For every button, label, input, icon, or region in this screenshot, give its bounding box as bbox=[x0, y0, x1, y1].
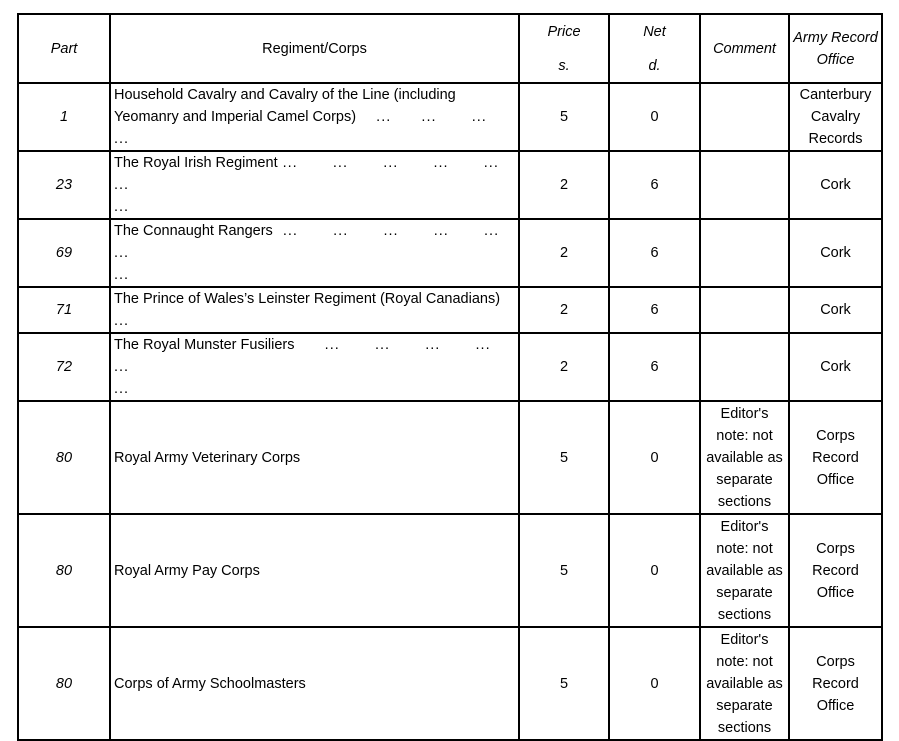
cell-regiment bbox=[110, 287, 519, 333]
regiment-name: Household Cavalry and Cavalry of the Line (including Yeomanry and Imperial Camel Corps) bbox=[114, 87, 460, 125]
cell-comment bbox=[700, 333, 789, 401]
cell-regiment bbox=[110, 514, 519, 627]
cell-shillings: 2 bbox=[519, 333, 609, 401]
cell-regiment bbox=[110, 83, 522, 151]
header-part: Part bbox=[18, 14, 110, 83]
cell-comment: Editor's note: not available as separate sections bbox=[700, 401, 789, 514]
cell-part: 23 bbox=[18, 151, 110, 219]
cell-pence: 0 bbox=[609, 401, 700, 514]
regiment-price-table bbox=[17, 13, 883, 741]
cell-part: 71 bbox=[18, 287, 110, 333]
cell-office: Cork bbox=[789, 287, 882, 333]
cell-comment: Editor's note: not available as separate sections bbox=[700, 514, 789, 627]
table-row bbox=[18, 333, 882, 401]
cell-pence: 6 bbox=[609, 333, 700, 401]
cell-comment bbox=[700, 287, 789, 333]
cell-shillings: 5 bbox=[519, 514, 609, 627]
cell-pence: 0 bbox=[609, 514, 700, 627]
header-price bbox=[519, 14, 609, 83]
cell-shillings: 5 bbox=[519, 401, 609, 514]
leader-dots: ... ... ... ... bbox=[114, 109, 522, 147]
cell-part: 80 bbox=[18, 514, 110, 627]
cell-comment bbox=[700, 83, 789, 151]
table-row bbox=[18, 514, 882, 627]
header-net bbox=[609, 14, 700, 83]
regiment-name: The Royal Irish Regiment bbox=[114, 155, 278, 171]
table-row bbox=[18, 287, 882, 333]
leader-dots: ... ... ... ... ... ... bbox=[114, 337, 491, 397]
header-price-unit: s. bbox=[558, 57, 570, 74]
header-price-label: Price bbox=[547, 23, 581, 40]
regiment-name: Corps of Army Schoolmasters bbox=[114, 675, 306, 692]
regiment-name: Royal Army Pay Corps bbox=[114, 562, 260, 579]
cell-office: Corps Record Office bbox=[789, 627, 882, 740]
regiment-name: The Connaught Rangers bbox=[114, 223, 273, 239]
cell-comment bbox=[700, 219, 789, 287]
regiment-name: The Royal Munster Fusiliers bbox=[114, 337, 295, 353]
cell-regiment bbox=[110, 401, 519, 514]
cell-pence: 6 bbox=[609, 151, 700, 219]
cell-shillings: 5 bbox=[519, 627, 609, 740]
table-row bbox=[18, 151, 882, 219]
cell-shillings: 2 bbox=[519, 151, 609, 219]
header-comment: Comment bbox=[700, 14, 789, 83]
leader-dots: ... bbox=[114, 313, 130, 329]
header-row bbox=[18, 14, 882, 83]
header-regiment: Regiment/Corps bbox=[110, 14, 519, 83]
cell-pence: 0 bbox=[609, 83, 700, 151]
cell-office: Cork bbox=[789, 219, 882, 287]
cell-office: Corps Record Office bbox=[789, 514, 882, 627]
cell-pence: 6 bbox=[609, 219, 700, 287]
cell-part: 72 bbox=[18, 333, 110, 401]
cell-shillings: 5 bbox=[519, 83, 609, 151]
cell-regiment bbox=[110, 627, 519, 740]
cell-regiment bbox=[110, 219, 519, 287]
cell-part: 1 bbox=[18, 83, 110, 151]
cell-part: 80 bbox=[18, 401, 110, 514]
table-row bbox=[18, 401, 882, 514]
cell-part: 80 bbox=[18, 627, 110, 740]
cell-part: 69 bbox=[18, 219, 110, 287]
table-row bbox=[18, 219, 882, 287]
cell-pence: 0 bbox=[609, 627, 700, 740]
cell-pence: 6 bbox=[609, 287, 700, 333]
header-net-unit: d. bbox=[648, 57, 661, 74]
table-row bbox=[18, 83, 882, 151]
cell-regiment bbox=[110, 333, 519, 401]
cell-comment: Editor's note: not available as separate sections bbox=[700, 627, 789, 740]
cell-office: Cork bbox=[789, 333, 882, 401]
cell-regiment bbox=[110, 151, 519, 219]
leader-dots: ... ... ... ... ... ... ... bbox=[114, 223, 500, 283]
cell-comment bbox=[700, 151, 789, 219]
header-net-label: Net bbox=[643, 23, 666, 40]
regiment-name: Royal Army Veterinary Corps bbox=[114, 449, 301, 466]
table-row bbox=[18, 627, 882, 740]
leader-dots: ... ... ... ... ... ... ... bbox=[114, 155, 499, 215]
cell-office: Corps Record Office bbox=[789, 401, 882, 514]
cell-shillings: 2 bbox=[519, 287, 609, 333]
header-office: Army Record Office bbox=[789, 14, 882, 83]
regiment-name: The Prince of Wales’s Leinster Regiment (Royal Canadians) bbox=[114, 291, 501, 307]
cell-office: Cork bbox=[789, 151, 882, 219]
cell-office: Canterbury Cavalry Records bbox=[789, 83, 882, 151]
cell-shillings: 2 bbox=[519, 219, 609, 287]
